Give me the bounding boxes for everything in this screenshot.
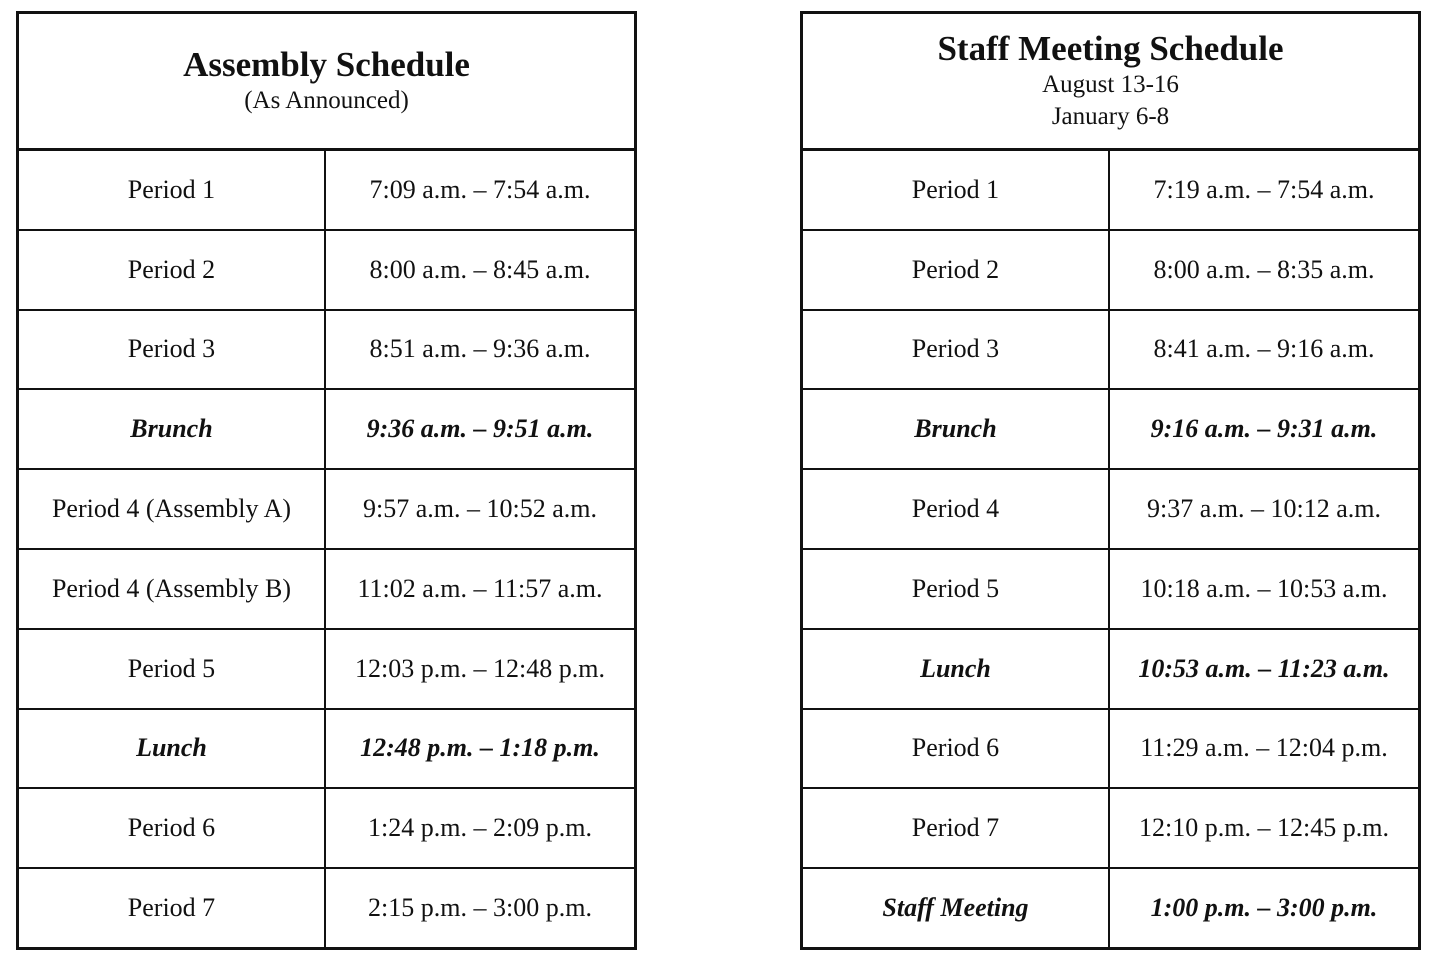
- table-row: [19, 470, 634, 550]
- lunch-row: [803, 630, 1418, 710]
- table-row: [803, 151, 1418, 231]
- period-cell: Period 7: [19, 869, 326, 947]
- time-cell: 8:00 a.m. – 8:45 a.m.: [369, 254, 591, 284]
- period-cell: Period 1: [803, 151, 1110, 229]
- period-cell: Period 4 (Assembly B): [19, 550, 326, 628]
- assembly-schedule-table: [16, 11, 637, 950]
- period-cell: Period 1: [19, 151, 326, 229]
- table-row: [19, 869, 634, 947]
- table-row: [19, 550, 634, 630]
- table-row: [19, 311, 634, 391]
- period-cell: Period 6: [803, 710, 1110, 788]
- time-cell: 9:37 a.m. – 10:12 a.m.: [1147, 494, 1381, 524]
- time-cell: 8:41 a.m. – 9:16 a.m.: [1153, 334, 1375, 364]
- period-cell: Lunch: [803, 630, 1110, 708]
- time-cell: 10:53 a.m. – 11:23 a.m.: [1138, 653, 1390, 683]
- table-row: [803, 550, 1418, 630]
- table-row: [19, 630, 634, 710]
- period-cell: Brunch: [19, 390, 326, 468]
- brunch-row: [803, 390, 1418, 470]
- period-cell: Staff Meeting: [803, 869, 1110, 947]
- staff-meeting-date-2: January 6-8: [1051, 103, 1170, 130]
- time-cell: 12:03 p.m. – 12:48 p.m.: [355, 653, 605, 683]
- time-cell: 12:48 p.m. – 1:18 p.m.: [360, 733, 600, 763]
- period-cell: Period 3: [19, 311, 326, 389]
- time-cell: 7:09 a.m. – 7:54 a.m.: [369, 174, 591, 204]
- table-row: [19, 231, 634, 311]
- time-cell: 8:00 a.m. – 8:35 a.m.: [1153, 254, 1375, 284]
- brunch-row: [19, 390, 634, 470]
- time-cell: 9:16 a.m. – 9:31 a.m.: [1150, 414, 1378, 444]
- period-cell: Period 5: [19, 630, 326, 708]
- assembly-schedule-subtitle: (As Announced): [244, 87, 409, 114]
- table-row: [19, 789, 634, 869]
- time-cell: 10:18 a.m. – 10:53 a.m.: [1140, 573, 1388, 603]
- time-cell: 12:10 p.m. – 12:45 p.m.: [1139, 813, 1389, 843]
- table-row: [803, 710, 1418, 790]
- time-cell: 7:19 a.m. – 7:54 a.m.: [1153, 174, 1375, 204]
- assembly-schedule-body: [19, 151, 634, 947]
- period-cell: Brunch: [803, 390, 1110, 468]
- period-cell: Lunch: [19, 710, 326, 788]
- time-cell: 1:00 p.m. – 3:00 p.m.: [1150, 893, 1378, 923]
- time-cell: 2:15 p.m. – 3:00 p.m.: [368, 893, 592, 923]
- period-cell: Period 3: [803, 311, 1110, 389]
- period-cell: Period 4 (Assembly A): [19, 470, 326, 548]
- period-cell: Period 4: [803, 470, 1110, 548]
- table-row: [803, 231, 1418, 311]
- staff-meeting-schedule-title: Staff Meeting Schedule: [937, 29, 1284, 68]
- time-cell: 11:29 a.m. – 12:04 p.m.: [1140, 733, 1388, 763]
- time-cell: 8:51 a.m. – 9:36 a.m.: [369, 334, 591, 364]
- period-cell: Period 7: [803, 789, 1110, 867]
- table-row: [803, 789, 1418, 869]
- table-row: [19, 151, 634, 231]
- staff-meeting-schedule-table: [800, 11, 1421, 950]
- staff-meeting-date-1: August 13-16: [1042, 71, 1179, 98]
- assembly-schedule-header: [19, 14, 634, 151]
- period-cell: Period 2: [803, 231, 1110, 309]
- period-cell: Period 2: [19, 231, 326, 309]
- table-row: [803, 470, 1418, 550]
- time-cell: 11:02 a.m. – 11:57 a.m.: [357, 573, 603, 603]
- time-cell: 1:24 p.m. – 2:09 p.m.: [368, 813, 592, 843]
- staff-meeting-schedule-header: [803, 14, 1418, 151]
- table-row: [803, 311, 1418, 391]
- assembly-schedule-title: Assembly Schedule: [183, 45, 470, 84]
- period-cell: Period 6: [19, 789, 326, 867]
- time-cell: 9:57 a.m. – 10:52 a.m.: [363, 494, 597, 524]
- time-cell: 9:36 a.m. – 9:51 a.m.: [366, 414, 594, 444]
- staff-meeting-row: [803, 869, 1418, 947]
- staff-meeting-schedule-body: [803, 151, 1418, 947]
- lunch-row: [19, 710, 634, 790]
- period-cell: Period 5: [803, 550, 1110, 628]
